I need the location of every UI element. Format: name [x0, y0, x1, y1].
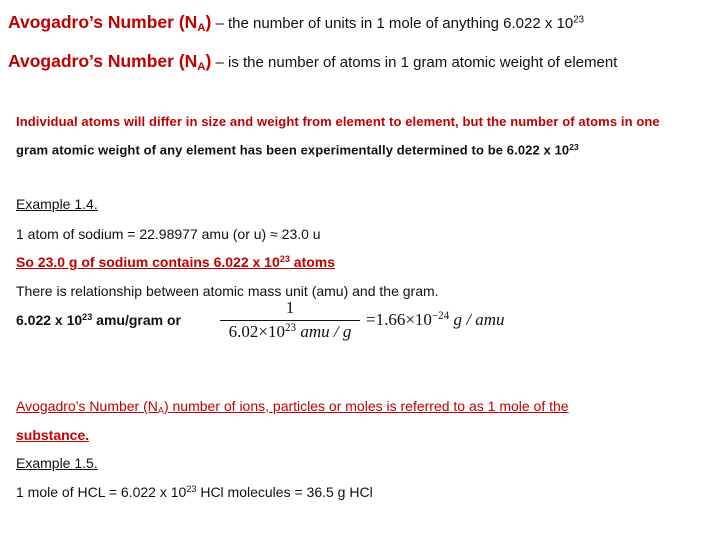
avogadro-title: Avogadro’s Number $(N_A)$ — [8, 51, 212, 73]
heading-line-2 — [8, 51, 617, 73]
example-1-4-heading: Example 1.4. — [16, 196, 98, 212]
example-1-4-line-2: So 23.0 g of sodium contains 6.022 x $10^{23}$ atoms — [16, 254, 336, 270]
example-1-4-line-1: 1 atom of sodium = 22.98977 amu (or u) ≈ 23.0 u — [16, 226, 321, 242]
avogadro-title: Avogadro’s Number $(N_A)$ — [8, 12, 212, 34]
heading-line-1-text: – the number of units in 1 mole of anything 6.022 x $10^{23}$ — [211, 14, 585, 32]
equation-result: $=1.66\times 10^{-24}$ g / amu — [366, 310, 505, 330]
equation-numerator: 1 — [285, 298, 295, 317]
paragraph-line-2: gram atomic weight of any element has been experimentally determined to be 6.022 x $10^{23}$ — [16, 142, 579, 158]
paragraph-line-1: Individual atoms will differ in size and weight from element to element, but the number of atoms in one — [16, 114, 660, 129]
heading-line-1 — [8, 12, 584, 34]
avogadro-definition-line-1: Avogadro’s Number $(N_A)$ number of ions, particles or moles is referred to as 1 mole of the — [16, 398, 569, 416]
fraction-bar — [220, 320, 360, 321]
example-1-5-heading: Example 1.5. — [16, 455, 98, 471]
conversion-equation — [220, 298, 530, 346]
example-1-4-line-3: There is relationship between atomic mass unit (amu) and the gram. — [16, 283, 439, 299]
ratio-label: 6.022 x $10^{23}$ amu/gram or — [16, 312, 181, 328]
avogadro-definition-line-2: substance. — [16, 427, 90, 443]
example-1-5-line-1: 1 mole of HCL = 6.022 x $10^{23}$ HCl molecules = 36.5 g HCl — [16, 484, 373, 500]
equation-denominator: $6.02\times 10^{23}$ amu / g — [228, 322, 352, 342]
heading-line-2-text: – is the number of atoms in 1 gram atomic weight of element — [211, 54, 618, 71]
equation-fraction — [220, 298, 360, 346]
